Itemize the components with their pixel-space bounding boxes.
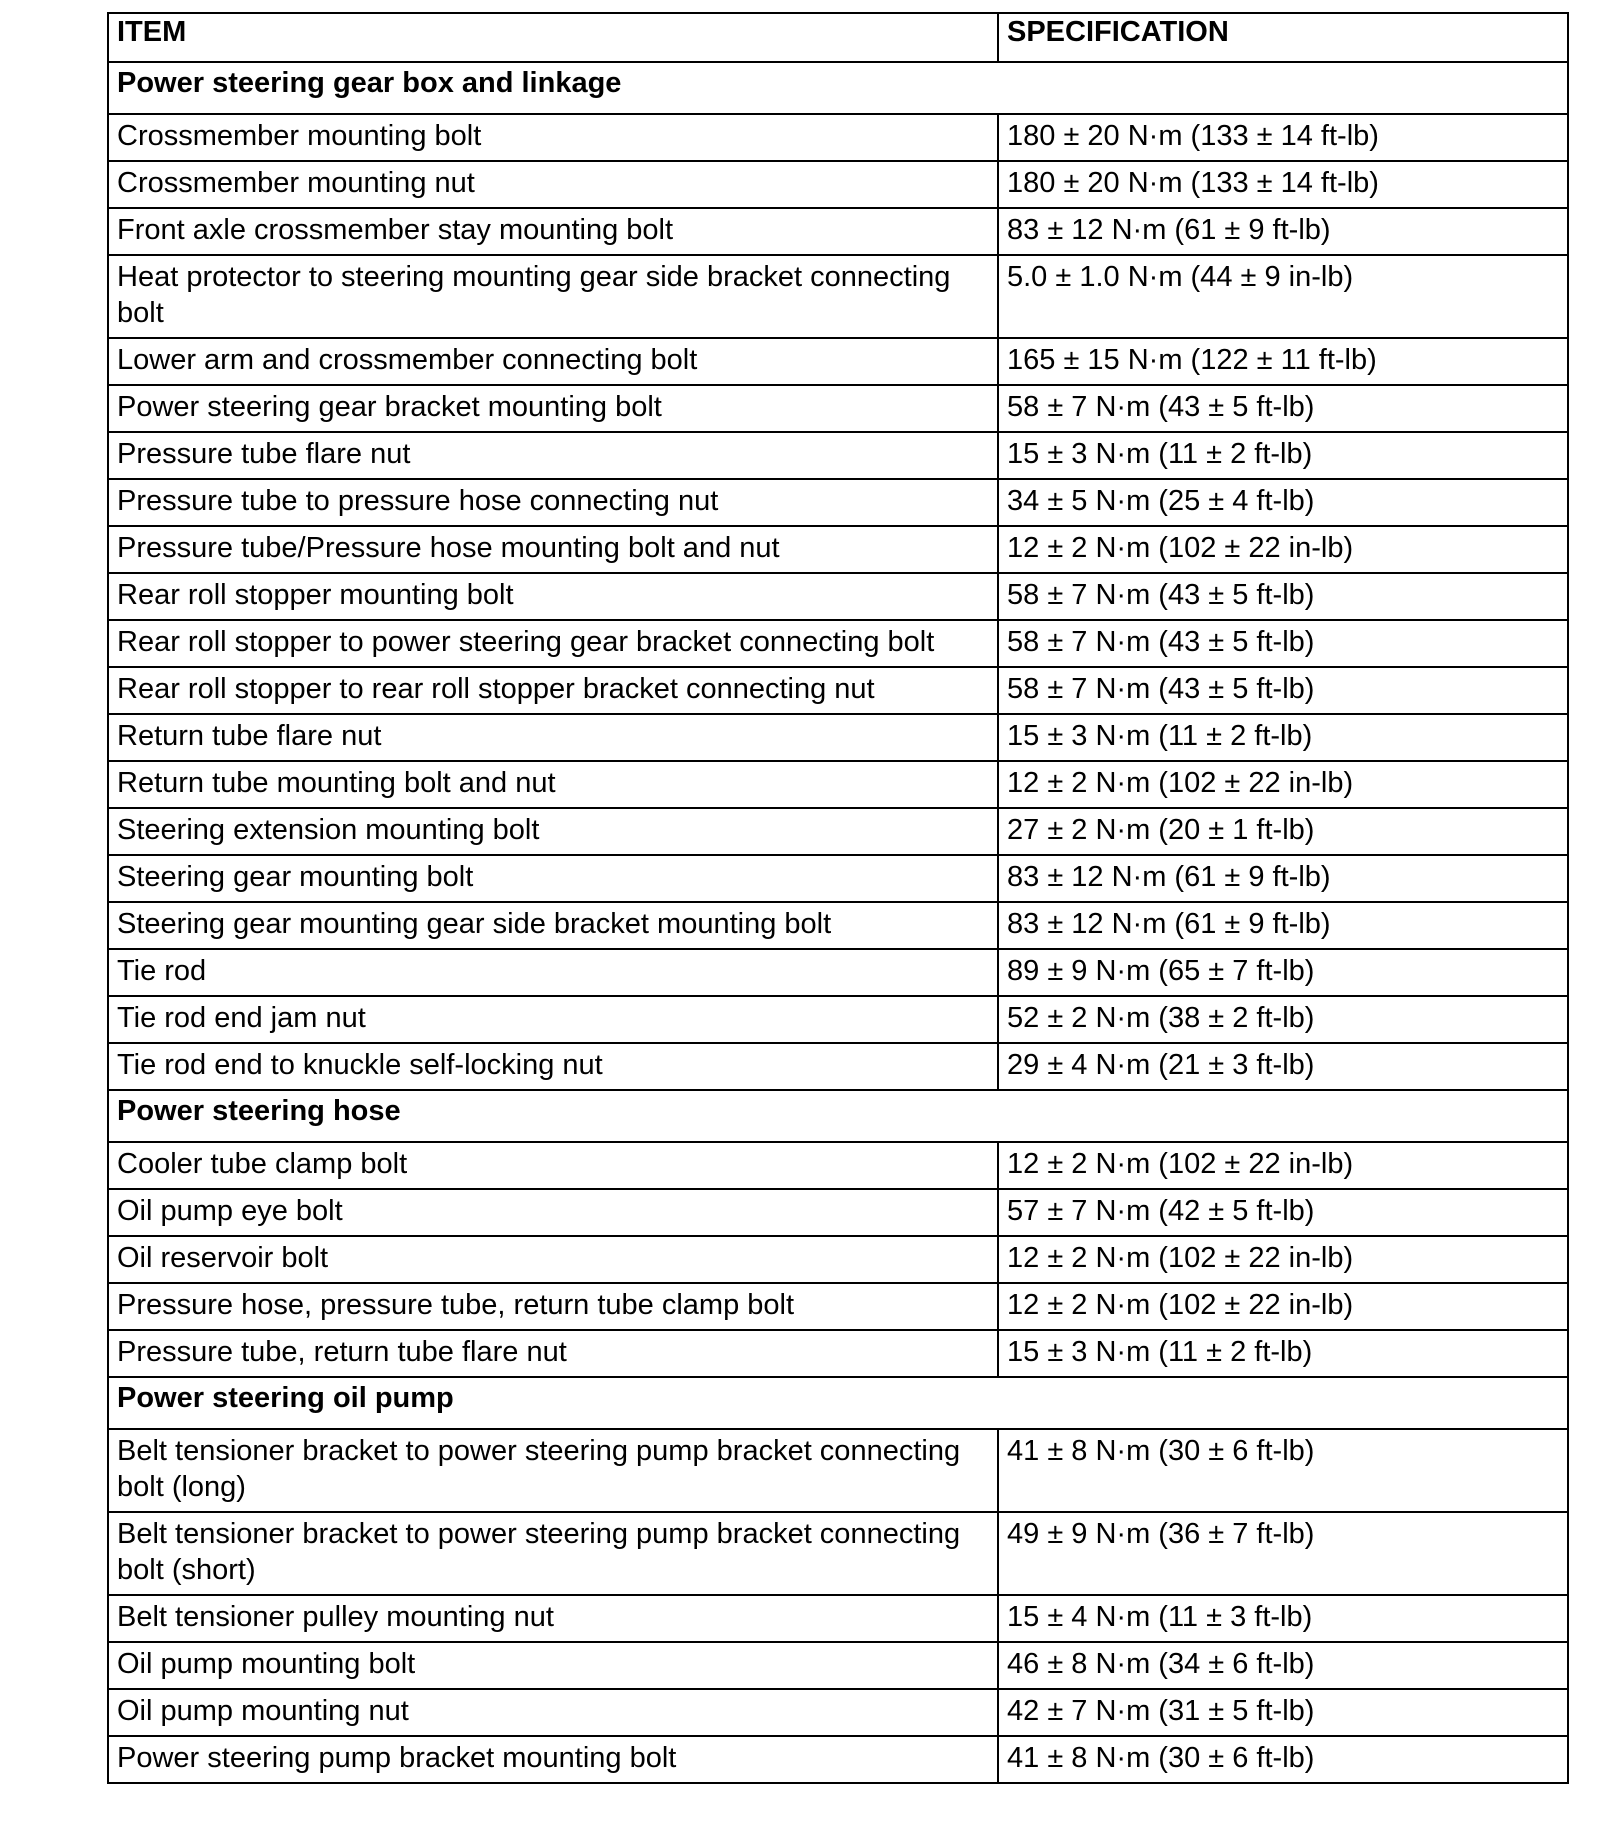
table-row bbox=[108, 1330, 1568, 1377]
item-cell: Belt tensioner bracket to power steering pump bracket connecting bolt (long) bbox=[108, 1429, 998, 1512]
section-title: Power steering hose bbox=[108, 1090, 1568, 1142]
specification-cell: 58 ± 7 N·m (43 ± 5 ft-lb) bbox=[998, 620, 1568, 667]
section-row bbox=[108, 1377, 1568, 1429]
table-row bbox=[108, 667, 1568, 714]
item-cell: Rear roll stopper to power steering gear bracket connecting bolt bbox=[108, 620, 998, 667]
specification-cell: 52 ± 2 N·m (38 ± 2 ft-lb) bbox=[998, 996, 1568, 1043]
section-title: Power steering oil pump bbox=[108, 1377, 1568, 1429]
specification-cell: 58 ± 7 N·m (43 ± 5 ft-lb) bbox=[998, 573, 1568, 620]
table-row bbox=[108, 1736, 1568, 1783]
item-cell: Cooler tube clamp bolt bbox=[108, 1142, 998, 1189]
item-cell: Pressure tube, return tube flare nut bbox=[108, 1330, 998, 1377]
specification-cell: 83 ± 12 N·m (61 ± 9 ft-lb) bbox=[998, 208, 1568, 255]
item-cell: Tie rod end jam nut bbox=[108, 996, 998, 1043]
item-cell: Oil pump mounting bolt bbox=[108, 1642, 998, 1689]
item-cell: Power steering gear bracket mounting bolt bbox=[108, 385, 998, 432]
item-cell: Pressure tube/Pressure hose mounting bolt and nut bbox=[108, 526, 998, 573]
column-header-item: ITEM bbox=[108, 13, 998, 62]
table-row bbox=[108, 949, 1568, 996]
table-row bbox=[108, 855, 1568, 902]
item-cell: Return tube mounting bolt and nut bbox=[108, 761, 998, 808]
item-cell: Oil pump eye bolt bbox=[108, 1189, 998, 1236]
item-cell: Tie rod bbox=[108, 949, 998, 996]
item-cell: Oil pump mounting nut bbox=[108, 1689, 998, 1736]
specification-cell: 15 ± 3 N·m (11 ± 2 ft-lb) bbox=[998, 1330, 1568, 1377]
table-row bbox=[108, 1283, 1568, 1330]
item-cell: Front axle crossmember stay mounting bolt bbox=[108, 208, 998, 255]
table-row bbox=[108, 1595, 1568, 1642]
table-row bbox=[108, 208, 1568, 255]
item-cell: Tie rod end to knuckle self-locking nut bbox=[108, 1043, 998, 1090]
item-cell: Oil reservoir bolt bbox=[108, 1236, 998, 1283]
table-row bbox=[108, 996, 1568, 1043]
specification-cell: 58 ± 7 N·m (43 ± 5 ft-lb) bbox=[998, 667, 1568, 714]
table-row bbox=[108, 620, 1568, 667]
table-row bbox=[108, 1512, 1568, 1595]
section-title: Power steering gear box and linkage bbox=[108, 62, 1568, 114]
specification-cell: 34 ± 5 N·m (25 ± 4 ft-lb) bbox=[998, 479, 1568, 526]
specification-cell: 41 ± 8 N·m (30 ± 6 ft-lb) bbox=[998, 1429, 1568, 1512]
table-row bbox=[108, 714, 1568, 761]
specification-cell: 29 ± 4 N·m (21 ± 3 ft-lb) bbox=[998, 1043, 1568, 1090]
item-cell: Pressure tube flare nut bbox=[108, 432, 998, 479]
table-row bbox=[108, 902, 1568, 949]
item-cell: Crossmember mounting bolt bbox=[108, 114, 998, 161]
item-cell: Power steering pump bracket mounting bolt bbox=[108, 1736, 998, 1783]
specification-cell: 180 ± 20 N·m (133 ± 14 ft-lb) bbox=[998, 161, 1568, 208]
item-cell: Heat protector to steering mounting gear side bracket connecting bolt bbox=[108, 255, 998, 338]
specification-cell: 15 ± 4 N·m (11 ± 3 ft-lb) bbox=[998, 1595, 1568, 1642]
table-row bbox=[108, 573, 1568, 620]
specification-cell: 15 ± 3 N·m (11 ± 2 ft-lb) bbox=[998, 714, 1568, 761]
item-cell: Rear roll stopper mounting bolt bbox=[108, 573, 998, 620]
item-cell: Lower arm and crossmember connecting bolt bbox=[108, 338, 998, 385]
table-row bbox=[108, 432, 1568, 479]
table-row bbox=[108, 1642, 1568, 1689]
item-cell: Crossmember mounting nut bbox=[108, 161, 998, 208]
specification-cell: 5.0 ± 1.0 N·m (44 ± 9 in-lb) bbox=[998, 255, 1568, 338]
table-row bbox=[108, 161, 1568, 208]
specification-cell: 12 ± 2 N·m (102 ± 22 in-lb) bbox=[998, 761, 1568, 808]
specification-cell: 42 ± 7 N·m (31 ± 5 ft-lb) bbox=[998, 1689, 1568, 1736]
specification-cell: 12 ± 2 N·m (102 ± 22 in-lb) bbox=[998, 1236, 1568, 1283]
table-row bbox=[108, 338, 1568, 385]
item-cell: Pressure hose, pressure tube, return tube clamp bolt bbox=[108, 1283, 998, 1330]
specification-cell: 180 ± 20 N·m (133 ± 14 ft-lb) bbox=[998, 114, 1568, 161]
specification-cell: 83 ± 12 N·m (61 ± 9 ft-lb) bbox=[998, 902, 1568, 949]
item-cell: Steering gear mounting bolt bbox=[108, 855, 998, 902]
item-cell: Steering extension mounting bolt bbox=[108, 808, 998, 855]
specification-cell: 12 ± 2 N·m (102 ± 22 in-lb) bbox=[998, 526, 1568, 573]
section-row bbox=[108, 1090, 1568, 1142]
specification-cell: 15 ± 3 N·m (11 ± 2 ft-lb) bbox=[998, 432, 1568, 479]
table-row bbox=[108, 761, 1568, 808]
specification-cell: 58 ± 7 N·m (43 ± 5 ft-lb) bbox=[998, 385, 1568, 432]
specification-cell: 89 ± 9 N·m (65 ± 7 ft-lb) bbox=[998, 949, 1568, 996]
table-row bbox=[108, 1236, 1568, 1283]
item-cell: Belt tensioner bracket to power steering pump bracket connecting bolt (short) bbox=[108, 1512, 998, 1595]
table-row bbox=[108, 1043, 1568, 1090]
table-body bbox=[108, 62, 1568, 1783]
section-row bbox=[108, 62, 1568, 114]
specification-cell: 41 ± 8 N·m (30 ± 6 ft-lb) bbox=[998, 1736, 1568, 1783]
specification-cell: 57 ± 7 N·m (42 ± 5 ft-lb) bbox=[998, 1189, 1568, 1236]
table-row bbox=[108, 1689, 1568, 1736]
item-cell: Steering gear mounting gear side bracket mounting bolt bbox=[108, 902, 998, 949]
table-row bbox=[108, 114, 1568, 161]
item-cell: Return tube flare nut bbox=[108, 714, 998, 761]
specification-cell: 27 ± 2 N·m (20 ± 1 ft-lb) bbox=[998, 808, 1568, 855]
table-header-row bbox=[108, 13, 1568, 62]
table-row bbox=[108, 1189, 1568, 1236]
specification-cell: 165 ± 15 N·m (122 ± 11 ft-lb) bbox=[998, 338, 1568, 385]
specification-cell: 46 ± 8 N·m (34 ± 6 ft-lb) bbox=[998, 1642, 1568, 1689]
item-cell: Pressure tube to pressure hose connecting nut bbox=[108, 479, 998, 526]
item-cell: Belt tensioner pulley mounting nut bbox=[108, 1595, 998, 1642]
specification-cell: 49 ± 9 N·m (36 ± 7 ft-lb) bbox=[998, 1512, 1568, 1595]
table-row bbox=[108, 255, 1568, 338]
specification-cell: 12 ± 2 N·m (102 ± 22 in-lb) bbox=[998, 1142, 1568, 1189]
item-cell: Rear roll stopper to rear roll stopper bracket connecting nut bbox=[108, 667, 998, 714]
torque-spec-table bbox=[107, 12, 1569, 1784]
table-row bbox=[108, 479, 1568, 526]
table-row bbox=[108, 808, 1568, 855]
specification-cell: 83 ± 12 N·m (61 ± 9 ft-lb) bbox=[998, 855, 1568, 902]
specification-cell: 12 ± 2 N·m (102 ± 22 in-lb) bbox=[998, 1283, 1568, 1330]
table-row bbox=[108, 1429, 1568, 1512]
table-row bbox=[108, 385, 1568, 432]
table-row bbox=[108, 1142, 1568, 1189]
table-row bbox=[108, 526, 1568, 573]
column-header-specification: SPECIFICATION bbox=[998, 13, 1568, 62]
